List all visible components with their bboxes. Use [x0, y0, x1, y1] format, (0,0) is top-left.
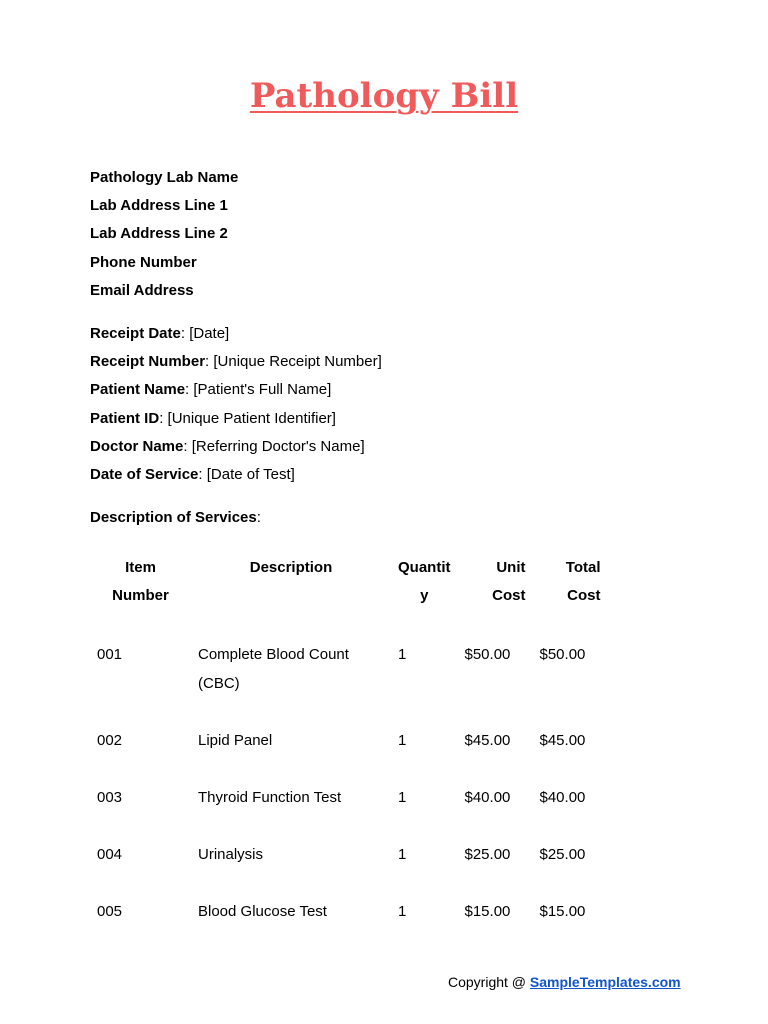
cell-quantity: 1: [398, 846, 407, 863]
services-heading-suffix: :: [256, 509, 261, 526]
cell-total-cost: $25.00: [539, 846, 586, 863]
cell-item-number: 003: [97, 789, 123, 806]
cell-description: Urinalysis: [198, 846, 264, 863]
cell-description: Complete Blood Count (CBC): [198, 646, 349, 692]
sampletemplates-link[interactable]: SampleTemplates.com: [529, 974, 681, 990]
doctor-name-value: : [Referring Doctor's Name]: [183, 437, 365, 455]
cell-quantity: 1: [398, 646, 407, 663]
doctor-name-label: Doctor Name: [90, 437, 184, 455]
lab-address-line-1: Lab Address Line 1: [90, 197, 228, 215]
cell-item-number: 002: [97, 732, 123, 749]
patient-id-row: [90, 409, 382, 437]
cell-description: Thyroid Function Test: [198, 789, 342, 806]
services-table: [90, 554, 608, 927]
cell-unit-cost: $40.00: [464, 789, 511, 806]
header-description: Description: [249, 559, 333, 576]
header-total-cost: Total Cost: [565, 559, 601, 604]
receipt-number-value: : [Unique Receipt Number]: [205, 353, 382, 371]
lab-phone: Phone Number: [90, 253, 197, 271]
cell-description: Blood Glucose Test: [198, 903, 327, 920]
header-item-number: Item Number: [112, 559, 169, 604]
receipt-details: [90, 324, 382, 493]
cell-unit-cost: $15.00: [464, 903, 511, 920]
cell-total-cost: $50.00: [539, 646, 586, 663]
copyright-text: Copyright @: [448, 974, 530, 990]
cell-item-number: 005: [97, 903, 123, 920]
table-header-row: [90, 554, 608, 640]
lab-name: Pathology Lab Name: [90, 169, 239, 186]
patient-name-label: Patient Name: [90, 381, 186, 399]
header-unit-cost: Unit Cost: [492, 559, 526, 604]
cell-unit-cost: $25.00: [464, 846, 511, 863]
receipt-number-row: [90, 352, 382, 380]
patient-name-value: : [Patient's Full Name]: [185, 381, 332, 399]
patient-name-row: [90, 380, 382, 408]
services-heading-label: Description of Services: [90, 509, 257, 526]
cell-quantity: 1: [398, 789, 407, 806]
table-row: [90, 726, 608, 783]
services-heading: [90, 508, 261, 528]
header-quantity: Quantit y: [398, 559, 451, 604]
table-row: [90, 640, 608, 726]
receipt-number-label: Receipt Number: [90, 353, 206, 371]
doctor-name-row: [90, 437, 382, 465]
cell-unit-cost: $45.00: [464, 732, 511, 749]
receipt-date-value: : [Date]: [180, 325, 230, 342]
lab-info: [90, 168, 238, 309]
cell-total-cost: $15.00: [539, 903, 586, 920]
table-row: [90, 783, 608, 840]
receipt-date-row: [90, 324, 382, 352]
cell-total-cost: $40.00: [539, 789, 586, 806]
patient-id-value: : [Unique Patient Identifier]: [159, 409, 336, 427]
table-row: [90, 897, 608, 927]
cell-total-cost: $45.00: [539, 732, 586, 749]
receipt-date-label: Receipt Date: [90, 325, 181, 342]
cell-item-number: 001: [97, 646, 123, 663]
date-of-service-label: Date of Service: [90, 465, 199, 483]
lab-email: Email Address: [90, 281, 194, 299]
cell-quantity: 1: [398, 903, 407, 920]
copyright-footer: [448, 974, 681, 990]
table-row: [90, 840, 608, 897]
cell-description: Lipid Panel: [198, 732, 273, 749]
date-of-service-value: : [Date of Test]: [198, 465, 295, 483]
date-of-service-row: [90, 465, 382, 493]
lab-address-line-2: Lab Address Line 2: [90, 225, 228, 243]
cell-item-number: 004: [97, 846, 123, 863]
cell-unit-cost: $50.00: [464, 646, 511, 663]
page-title: Pathology Bill: [249, 76, 519, 116]
cell-quantity: 1: [398, 732, 407, 749]
patient-id-label: Patient ID: [90, 409, 160, 427]
